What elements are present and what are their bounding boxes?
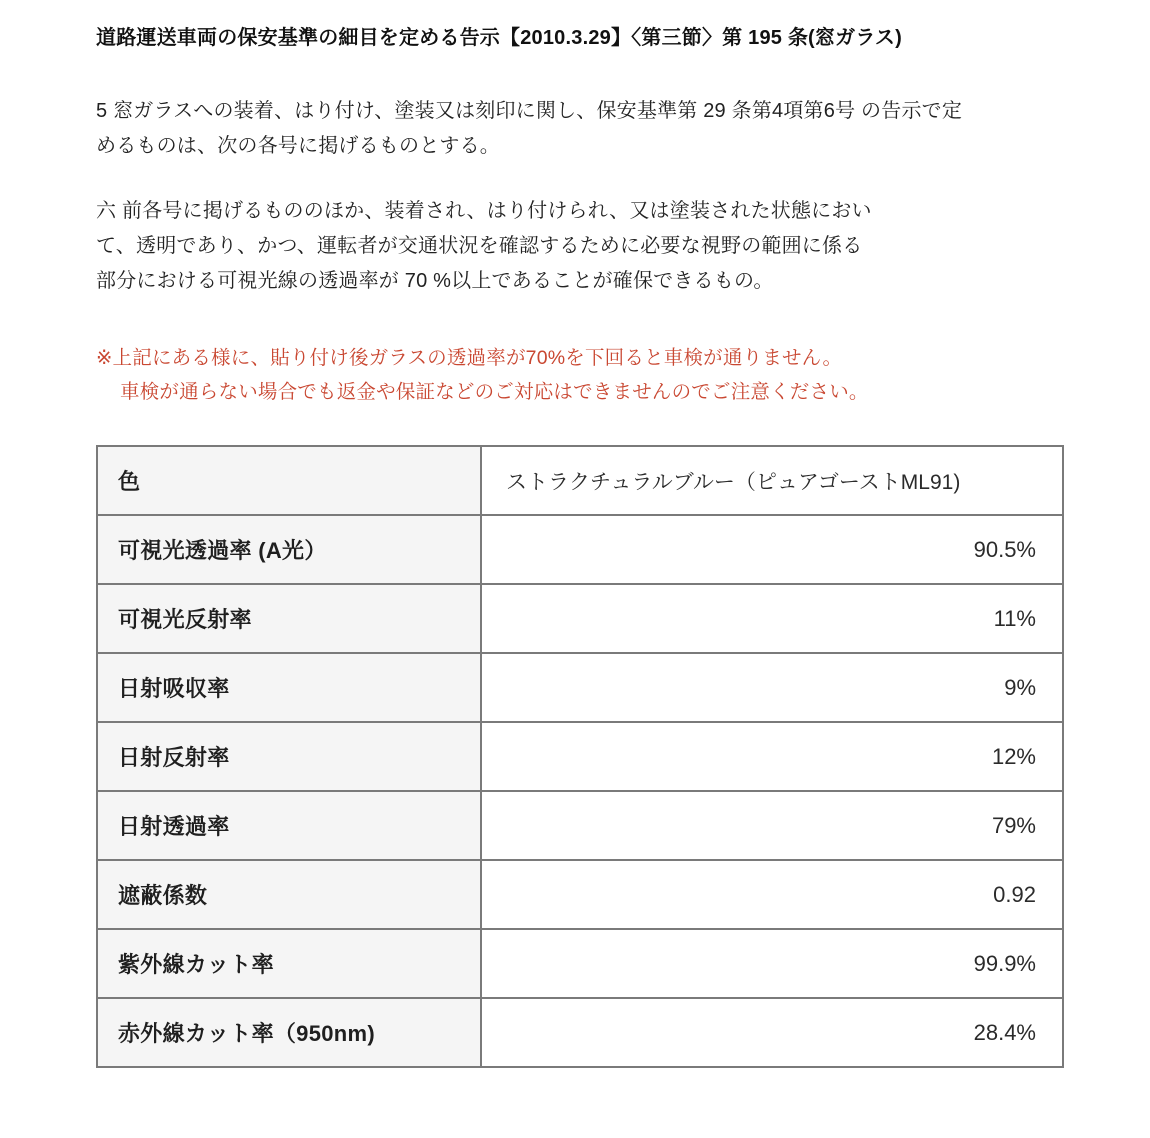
row-value-solar-absorptance: 9% <box>481 653 1063 722</box>
table-row-uv-cut-rate <box>97 929 1063 998</box>
table-row-color <box>97 446 1063 515</box>
paragraph-5-line-2: めるものは、次の各号に掲げるものとする。 <box>96 135 500 157</box>
warning-line-2: 車検が通らない場合でも返金や保証などのご対応はできませんのでご注意ください。 <box>120 381 869 403</box>
paragraph-6 <box>96 194 1064 299</box>
row-label-shading-coefficient: 遮蔽係数 <box>97 860 481 929</box>
row-label-visible-light-transmittance: 可視光透過率 (A光） <box>97 515 481 584</box>
row-value-visible-light-transmittance: 90.5% <box>481 515 1063 584</box>
row-value-ir-cut-rate: 28.4% <box>481 998 1063 1067</box>
paragraph-6-line-2: て、透明であり、かつ、運転者が交通状況を確認するために必要な視野の範囲に係る <box>96 235 863 257</box>
row-value-uv-cut-rate: 99.9% <box>481 929 1063 998</box>
table-row-ir-cut-rate <box>97 998 1063 1067</box>
row-label-color: 色 <box>97 446 481 515</box>
paragraph-6-line-3: 部分における可視光線の透過率が 70 %以上であることが確保できるもの。 <box>96 270 774 292</box>
row-label-solar-reflectance: 日射反射率 <box>97 722 481 791</box>
table-row-visible-light-transmittance <box>97 515 1063 584</box>
paragraph-5 <box>96 94 1064 164</box>
row-label-solar-transmittance: 日射透過率 <box>97 791 481 860</box>
table-row-solar-transmittance <box>97 791 1063 860</box>
row-value-visible-light-reflectance: 11% <box>481 584 1063 653</box>
warning-line-1: ※上記にある様に、貼り付け後ガラスの透過率が70%を下回ると車検が通りません。 <box>96 347 843 369</box>
row-value-solar-transmittance: 79% <box>481 791 1063 860</box>
row-value-solar-reflectance: 12% <box>481 722 1063 791</box>
document-content <box>96 26 1064 1068</box>
table-row-solar-reflectance <box>97 722 1063 791</box>
row-value-color: ストラクチュラルブルー（ピュアゴーストML91) <box>481 446 1063 515</box>
paragraph-6-line-1: 六 前各号に掲げるもののほか、装着され、はり付けられ、又は塗装された状態におい <box>96 200 872 222</box>
table-row-shading-coefficient <box>97 860 1063 929</box>
row-label-ir-cut-rate: 赤外線カット率（950nm) <box>97 998 481 1067</box>
paragraph-5-line-1: 5 窓ガラスへの装着、はり付け、塗装又は刻印に関し、保安基準第 29 条第4項第6号 の告示で定 <box>96 100 963 122</box>
table-row-visible-light-reflectance <box>97 584 1063 653</box>
table-row-solar-absorptance <box>97 653 1063 722</box>
row-label-visible-light-reflectance: 可視光反射率 <box>97 584 481 653</box>
document-title: 道路運送車両の保安基準の細目を定める告示【2010.3.29】〈第三節〉第 195 条(窓ガラス) <box>96 27 902 49</box>
row-label-solar-absorptance: 日射吸収率 <box>97 653 481 722</box>
row-label-uv-cut-rate: 紫外線カット率 <box>97 929 481 998</box>
film-spec-table <box>96 445 1064 1068</box>
row-value-shading-coefficient: 0.92 <box>481 860 1063 929</box>
inspection-warning-note <box>96 341 1064 409</box>
